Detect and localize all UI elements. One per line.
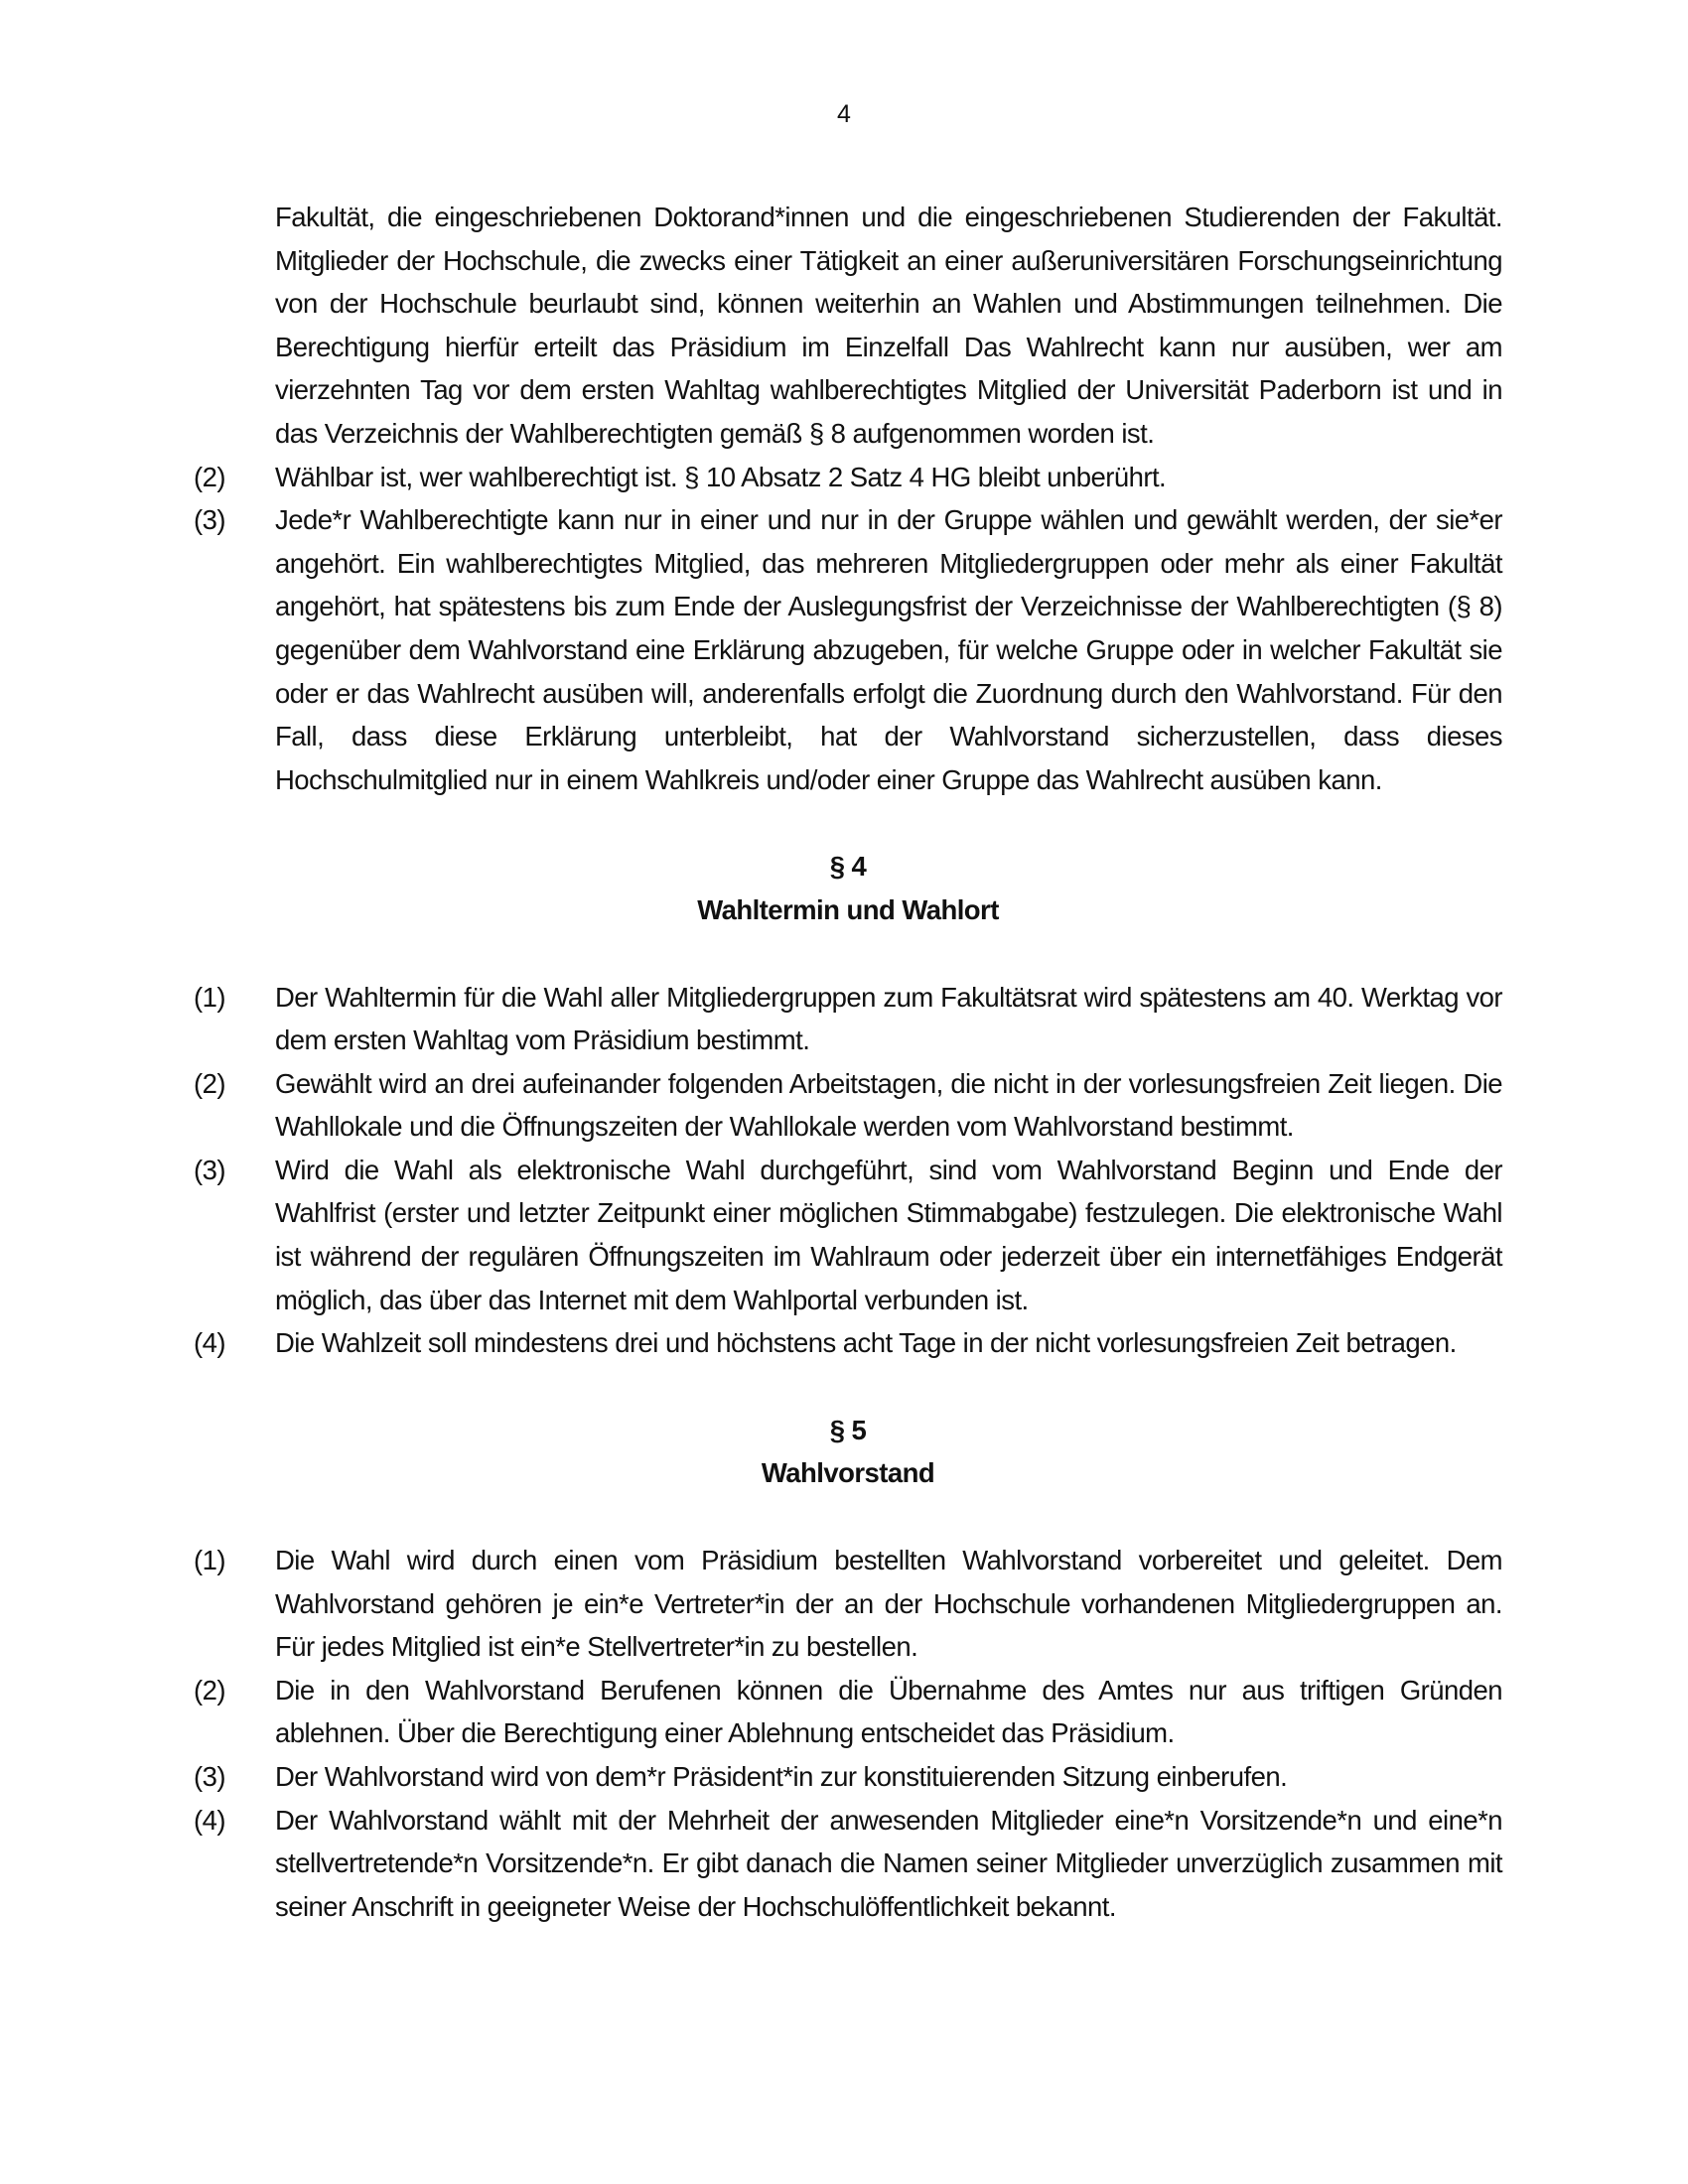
section4-number: § 4: [829, 851, 867, 883]
paragraph-text: Der Wahlvorstand wird von dem*r Präsident*in zur konstituierenden Sitzung einberufen.: [275, 1761, 1288, 1792]
section5-paragraph-1: [194, 1539, 1502, 1669]
paragraph-number: (3): [194, 1154, 225, 1185]
section4-paragraph-3: [194, 1149, 1502, 1321]
paragraph-text: Die in den Wahlvorstand Berufenen können die Übernahme des Amtes nur aus triftigen Gründen ablehnen. Über die Berechtigung einer Ablehnung entscheidet das Präsidium.: [275, 1674, 1502, 1749]
section3-paragraph-3: [194, 498, 1502, 801]
paragraph-number: (4): [194, 1804, 225, 1836]
paragraph-number: (3): [194, 504, 225, 536]
section4-paragraph-1: [194, 976, 1502, 1062]
paragraph-text: Die Wahl wird durch einen vom Präsidium bestellten Wahlvorstand vorbereitet und geleitet. Dem Wahlvorstand gehören je ein*e Vertreter*in der an der Hochschule vorhandenen Mitgliedergruppen an. Für jedes Mitglied ist ein*e Stellvertreter*in zu bestellen.: [275, 1545, 1502, 1663]
section4-paragraph-2: [194, 1062, 1502, 1149]
section5-title: Wahlvorstand: [761, 1457, 935, 1489]
paragraph-number: (1): [194, 981, 225, 1013]
paragraph-text: Der Wahltermin für die Wahl aller Mitgliedergruppen zum Fakultätsrat wird spätestens am 40. Werktag vor dem ersten Wahltag vom Präsidium bestimmt.: [275, 981, 1502, 1056]
paragraph-text: Jede*r Wahlberechtigte kann nur in einer und nur in der Gruppe wählen und gewählt werden, der sie*er angehört. Ein wahlberechtigtes Mitglied, das mehreren Mitgliedergruppen oder mehr als einer Fakultät angehört, hat spätestens bis zum Ende der Auslegungsfrist der Verzeichnisse der Wahlberechtigten (§ 8) gegenüber dem Wahlvorstand eine Erklärung abzugeben, für welche Gruppe oder in welcher Fakultät sie oder er das Wahlrecht ausüben will, anderenfalls erfolgt die Zuordnung durch den Wahlvorstand. Für den Fall, dass diese Erklärung unterbleibt, hat der Wahlvorstand sicherzustellen, dass dieses Hochschulmitglied nur in einem Wahlkreis und/oder einer Gruppe das Wahlrecht ausüben kann.: [275, 504, 1502, 795]
paragraph-text: Die Wahlzeit soll mindestens drei und höchstens acht Tage in der nicht vorlesungsfreien Zeit betragen.: [275, 1327, 1457, 1359]
section5-number: § 5: [829, 1414, 867, 1445]
section3-paragraph-2: [194, 456, 1502, 499]
page-number: 4: [837, 100, 851, 128]
paragraph-continuation: Fakultät, die eingeschriebenen Doktorand*innen und die eingeschriebenen Studierenden der Fakultät. Mitglieder der Hochschule, die zwecks einer Tätigkeit an einer außeruniversitären Forschungseinrichtung von der Hochschule beurlaubt sind, können weiterhin an Wahlen und Abstimmungen teilnehmen. Die Berechtigung hierfür erteilt das Präsidium im Einzelfall Das Wahlrecht kann nur ausüben, wer am vierzehnten Tag vor dem ersten Wahltag wahlberechtigtes Mitglied der Universität Paderborn ist und in das Verzeichnis der Wahlberechtigten gemäß § 8 aufgenommen worden ist.: [275, 202, 1502, 449]
section5-paragraph-3: [194, 1755, 1502, 1799]
paragraph-number: (2): [194, 461, 225, 492]
paragraph-number: (2): [194, 1674, 225, 1706]
section4-paragraph-4: [194, 1321, 1502, 1365]
paragraph-number: (4): [194, 1327, 225, 1359]
paragraph-text: Gewählt wird an drei aufeinander folgenden Arbeitstagen, die nicht in der vorlesungsfreien Zeit liegen. Die Wahllokale und die Öffnungszeiten der Wahllokale werden vom Wahlvorstand bestimmt.: [275, 1067, 1502, 1143]
section5-paragraph-4: [194, 1799, 1502, 1929]
paragraph-number: (1): [194, 1545, 225, 1576]
paragraph-number: (3): [194, 1761, 225, 1792]
document-body: [194, 196, 1502, 1928]
paragraph-number: (2): [194, 1067, 225, 1099]
paragraph-text: Wird die Wahl als elektronische Wahl durchgeführt, sind vom Wahlvorstand Beginn und Ende der Wahlfrist (erster und letzter Zeitpunkt einer möglichen Stimmabgabe) festzulegen. Die elektronische Wahl ist während der regulären Öffnungszeiten im Wahlraum oder jederzeit über ein internetfähiges Endgerät möglich, das über das Internet mit dem Wahlportal verbunden ist.: [275, 1154, 1502, 1315]
section5-paragraph-2: [194, 1669, 1502, 1755]
section4-title: Wahltermin und Wahlort: [697, 893, 999, 925]
paragraph-text: Der Wahlvorstand wählt mit der Mehrheit der anwesenden Mitglieder eine*n Vorsitzende*n und eine*n stellvertretende*n Vorsitzende*n. Er gibt danach die Namen seiner Mitglieder unverzüglich zusammen mit seiner Anschrift in geeigneter Weise der Hochschulöffentlichkeit bekannt.: [275, 1804, 1502, 1922]
paragraph-text: Wählbar ist, wer wahlberechtigt ist. § 10 Absatz 2 Satz 4 HG bleibt unberührt.: [275, 461, 1167, 492]
